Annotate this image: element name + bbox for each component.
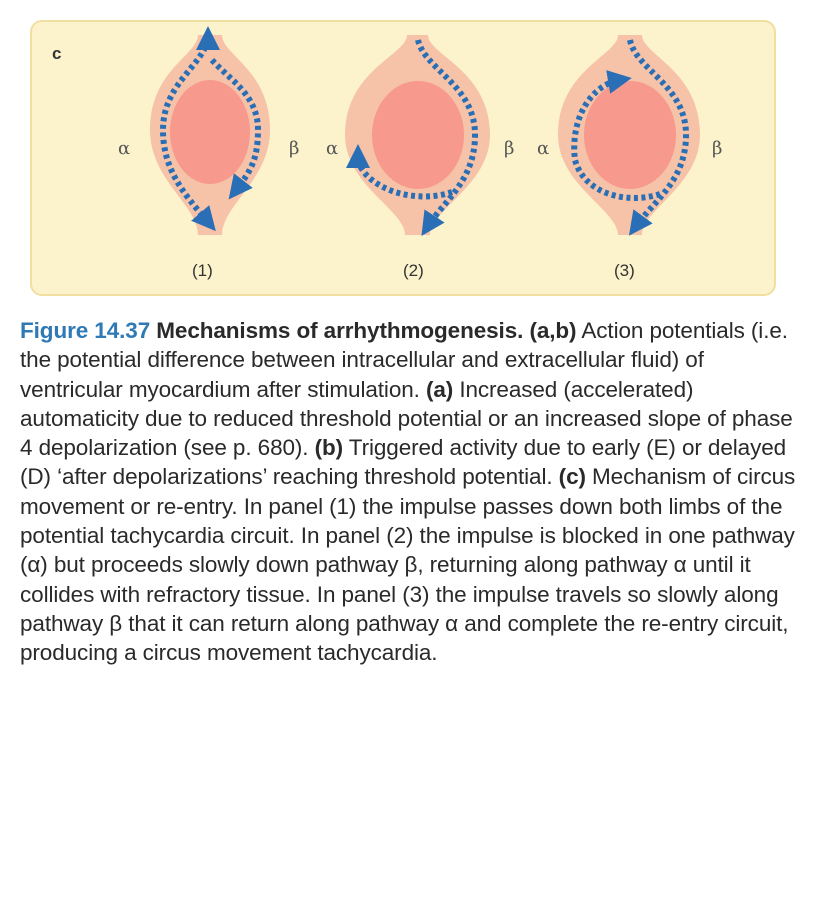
- reentry-diagram: [0, 0, 816, 300]
- diagram-number: (2): [403, 261, 424, 280]
- caption-tag-b: (b): [314, 435, 344, 461]
- diagram-number: (3): [614, 261, 635, 280]
- alpha-label: α: [537, 138, 550, 159]
- diagram-number: (1): [192, 261, 213, 280]
- caption-tag-c: (c): [558, 464, 586, 490]
- caption-tag-ab: (a,b): [529, 318, 577, 343]
- circuit-diagram-1: [118, 35, 299, 280]
- caption-text-b: Triggered activity due to early (E) or delayed (D) ‘after depolarizations’ reaching threshold potential.: [20, 435, 787, 490]
- panel-letter: c: [52, 44, 62, 63]
- alpha-label: α: [326, 138, 339, 159]
- inexcitable-core: [170, 80, 250, 184]
- beta-label: β: [289, 138, 300, 159]
- caption-text-a: Increased (accelerated) automaticity due to reduced threshold potential or an increased slope of phase 4 depolarization (see p. 680).: [20, 376, 793, 461]
- alpha-label: α: [118, 138, 131, 159]
- beta-label: β: [504, 138, 515, 159]
- circuit-diagram-2: [326, 35, 514, 280]
- figure-title: Mechanisms of arrhythmogenesis.: [156, 318, 524, 343]
- circuit-diagram-3: [537, 35, 722, 280]
- caption-text-ab: Action potentials (i.e. the potential difference between intracellular and extracellular fluid) of ventricular myocardium after stimulation.: [20, 318, 788, 402]
- caption-text-c: Mechanism of circus movement or re-entry. In panel (1) the impulse passes down both limbs of the potential tachycardia circuit. In panel (2) the impulse is blocked in one pathway (α) but proceeds slowly down pathway β, returning along pathway α until it collides with refractory tissue. In panel (3) the impulse travels so slowly along pathway β that it can return along pathway α and complete the re-entry circuit, producing a circus movement tachycardia.: [20, 464, 796, 666]
- beta-label: β: [712, 138, 723, 159]
- figure-caption: [20, 316, 800, 668]
- caption-tag-a: (a): [425, 376, 454, 402]
- figure-number: Figure 14.37: [20, 318, 151, 343]
- inexcitable-core: [584, 81, 676, 189]
- inexcitable-core: [372, 81, 464, 189]
